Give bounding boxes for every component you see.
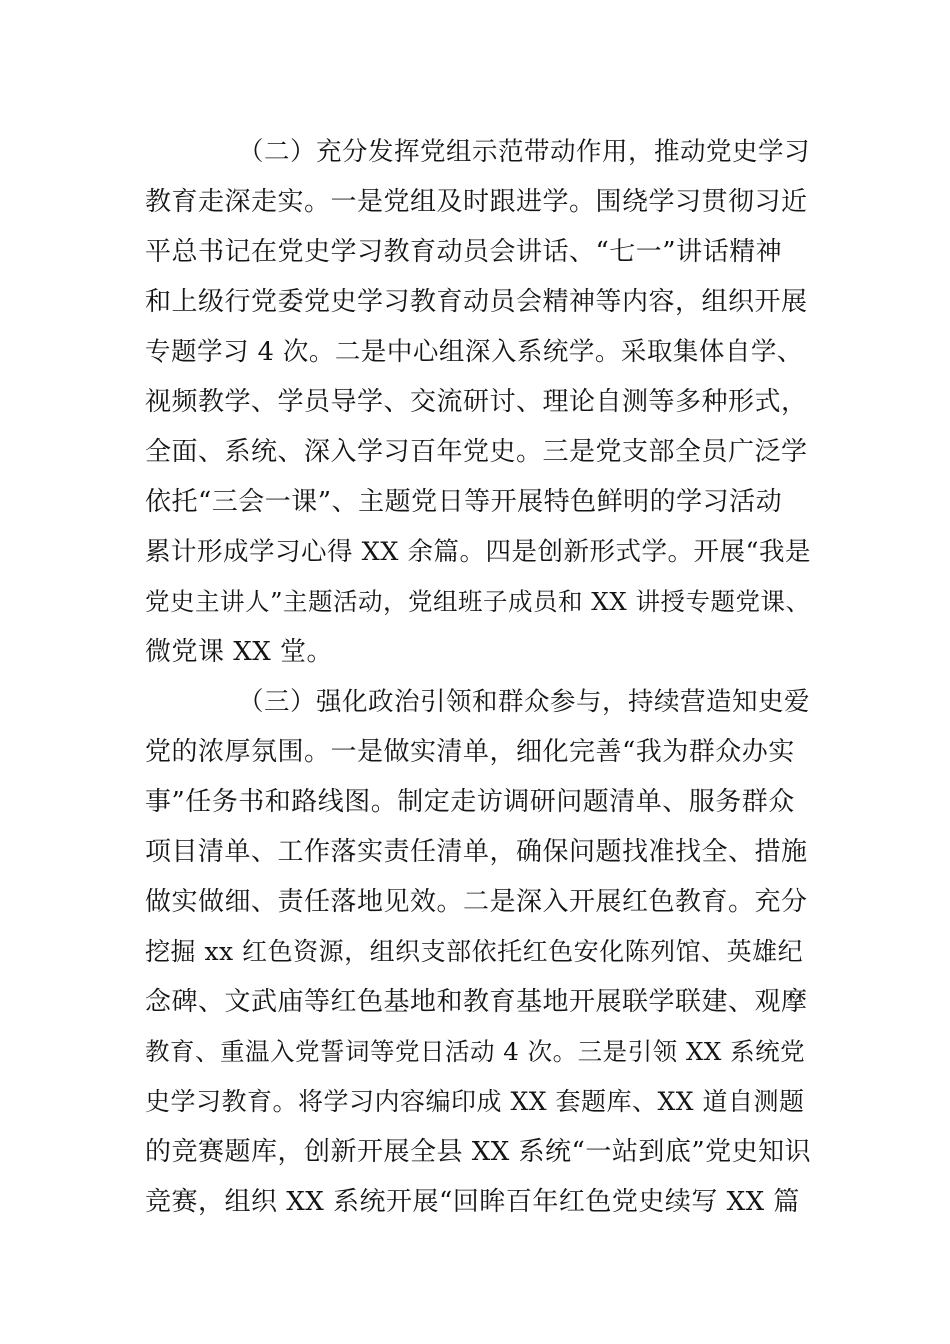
- text-line: 教育、重温入党誓词等党日活动 4 次。三是引领 XX 系统党: [145, 1037, 806, 1066]
- text-line: 专题学习 4 次。二是中心组深入系统学。采取集体自学、: [145, 337, 803, 367]
- text-line: 念碑、文武庙等红色基地和教育基地开展联学联建、观摩: [145, 987, 808, 1017]
- text-line: 党史主讲人”主题活动，党组班子成员和 XX 讲授专题党课、: [145, 587, 811, 616]
- text-line: 依托“三会一课”、主题党日等开展特色鲜明的学习活动: [145, 487, 783, 517]
- text-line: 项目清单、工作落实责任清单，确保问题找准找全、措施: [145, 837, 808, 867]
- text-line: （三）强化政治引领和群众参与，持续营造知史爱: [238, 687, 811, 717]
- text-line: 事”任务书和路线图。制定走访调研问题清单、服务群众: [145, 787, 795, 817]
- text-line: 挖掘 xx 红色资源，组织支部依托红色安化陈列馆、英雄纪: [145, 937, 804, 966]
- text-line: 做实做细、责任落地见效。二是深入开展红色教育。充分: [145, 887, 808, 917]
- text-line: 竞赛，组织 XX 系统开展“回眸百年红色党史续写 XX 篇: [145, 1187, 800, 1217]
- text-line: 党的浓厚氛围。一是做实清单，细化完善“我为群众办实: [145, 737, 795, 767]
- text-line: （二）充分发挥党组示范带动作用，推动党史学习: [238, 137, 811, 167]
- text-line: 微党课 XX 堂。: [145, 637, 334, 667]
- text-line: 史学习教育。将学习内容编印成 XX 套题库、XX 道自测题: [145, 1087, 805, 1116]
- text-line: 平总书记在党史学习教育动员会讲话、“七一”讲话精神: [145, 237, 783, 267]
- text-line: 累计形成学习心得 XX 余篇。四是创新形式学。开展“我是: [145, 537, 812, 567]
- text-line: 教育走深走实。一是党组及时跟进学。围绕学习贯彻习近: [145, 187, 808, 217]
- text-line: 视频教学、学员导学、交流研讨、理论自测等多种形式，: [145, 387, 808, 417]
- text-line: 的竞赛题库，创新开展全县 XX 系统“一站到底”党史知识: [145, 1137, 812, 1167]
- text-line: 和上级行党委党史学习教育动员会精神等内容，组织开展: [145, 287, 808, 317]
- text-line: 全面、系统、深入学习百年党史。三是党支部全员广泛学: [145, 437, 808, 467]
